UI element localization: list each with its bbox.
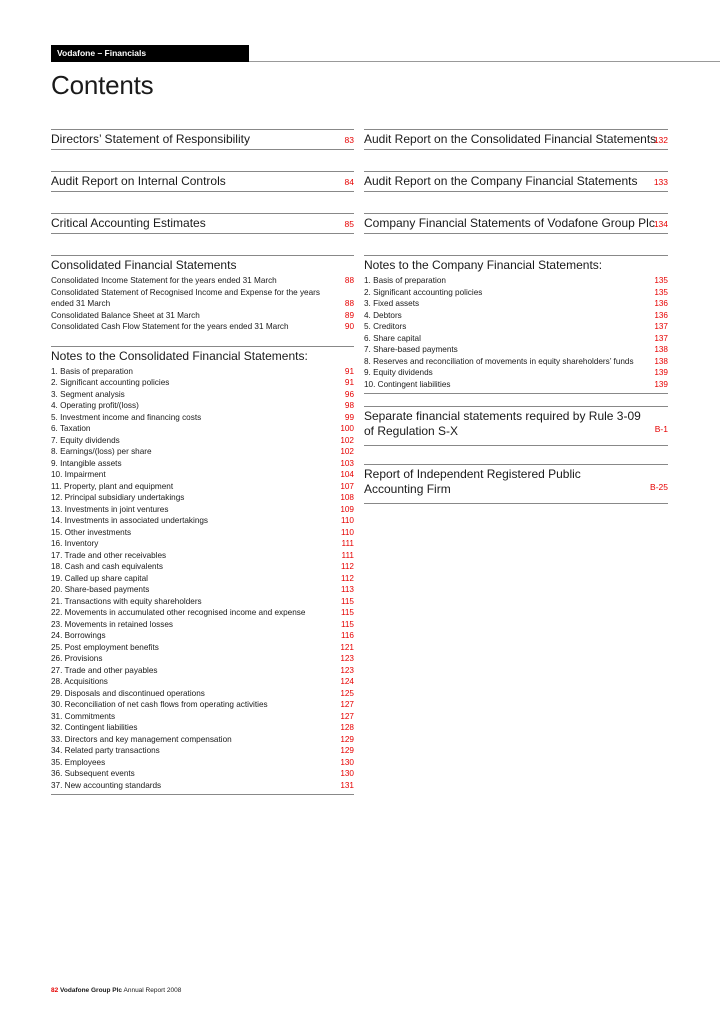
toc-row-page: 121 [340,642,354,652]
toc-row[interactable] [364,287,668,299]
right-column [364,129,668,504]
footer-company: Vodafone Group Plc [60,987,123,994]
toc-row-label: 27. Trade and other payables [51,665,158,675]
toc-row-page: 112 [340,573,354,583]
toc-entry-page: 83 [344,135,354,145]
toc-row-label: 15. Other investments [51,527,132,537]
toc-row-page: 89 [344,310,354,320]
toc-row[interactable] [51,423,354,435]
toc-entry-page: 134 [653,219,668,229]
toc-row[interactable] [51,366,354,378]
toc-row[interactable] [51,619,354,631]
toc-row[interactable] [51,377,354,389]
toc-row[interactable] [51,734,354,746]
toc-row[interactable] [51,481,354,493]
toc-row-label: 28. Acquisitions [51,677,108,686]
toc-row[interactable] [51,412,354,424]
toc-entry-label: Directors’ Statement of Responsibility [51,132,250,146]
toc-entry-page: B-25 [650,482,668,492]
toc-row-page: 137 [654,333,668,343]
toc-row-label: 25. Post employment benefits [51,642,159,652]
toc-row[interactable] [51,665,354,677]
toc-row[interactable] [364,356,668,368]
section-header: Vodafone – Financials [51,45,249,62]
toc-row-page: 136 [654,299,668,308]
toc-row[interactable] [51,722,354,734]
toc-row-page: 104 [340,470,354,479]
toc-row-label: 11. Property, plant and equipment [51,481,174,491]
toc-row-label: 4. Operating profit/(loss) [51,401,139,410]
toc-row-label: 4. Debtors [364,310,402,320]
toc-row[interactable] [51,469,354,481]
toc-row-page: 135 [654,287,668,297]
toc-row[interactable] [51,699,354,711]
toc-row[interactable] [51,676,354,688]
toc-row[interactable] [51,550,354,562]
toc-row-page: 110 [340,516,354,525]
toc-entry-label: Company Financial Statements of Vodafone Group Plc [364,216,655,230]
company-notes-section [364,255,668,394]
toc-row-page: 131 [340,780,354,790]
toc-row[interactable] [51,596,354,608]
toc-row[interactable] [51,400,354,412]
toc-row-label: 10. Contingent liabilities [364,379,451,389]
toc-row-page: 88 [344,299,354,308]
toc-row[interactable] [51,711,354,723]
toc-entry[interactable] [364,406,668,446]
toc-entry[interactable] [364,129,668,150]
section-title: Consolidated Financial Statements [51,258,237,272]
toc-row-page: 91 [344,366,354,376]
toc-row[interactable] [51,287,354,310]
toc-row[interactable] [51,275,354,287]
toc-row-label: 32. Contingent liabilities [51,723,138,732]
toc-row[interactable] [51,607,354,619]
toc-row-label: 20. Share-based payments [51,585,150,594]
toc-row[interactable] [51,757,354,769]
toc-row-page: 138 [654,356,668,366]
toc-row-page: 125 [340,688,354,698]
toc-row-page: 130 [340,757,354,767]
toc-row-label: 29. Disposals and discontinued operations [51,688,205,698]
page-footer [51,987,181,994]
toc-row-page: 116 [340,631,354,640]
toc-row-page: 135 [654,276,668,285]
toc-row-label: 1. Basis of preparation [51,366,133,376]
toc-row-label: 1. Basis of preparation [364,276,446,285]
toc-row-page: 99 [344,412,354,422]
toc-row-label: 18. Cash and cash equivalents [51,562,163,571]
spacer [51,333,354,346]
toc-row-page: 124 [340,677,354,686]
toc-row-page: 136 [654,310,668,320]
toc-row-page: 100 [340,424,354,433]
toc-row[interactable] [51,458,354,470]
toc-row[interactable] [51,688,354,700]
divider [51,346,354,347]
toc-row-page: 108 [340,493,354,502]
toc-row-label: 8. Reserves and reconciliation of movements in equity shareholders’ funds [364,356,634,366]
toc-row-label: 5. Investment income and financing costs [51,412,202,422]
toc-row-label: 35. Employees [51,757,106,767]
toc-row-label: 2. Significant accounting policies [364,287,483,297]
toc-row-page: 107 [340,481,354,491]
toc-row[interactable] [51,527,354,539]
section-title: Notes to the Company Financial Statements: [364,258,603,272]
toc-row-label: Consolidated Balance Sheet at 31 March [51,310,200,320]
toc-row-page: 91 [344,378,354,387]
toc-row-page: 127 [340,711,354,721]
toc-entry-label: Critical Accounting Estimates [51,216,206,230]
toc-row[interactable] [51,310,354,322]
toc-entry-label [364,467,668,497]
toc-row-page: 88 [344,276,354,285]
notes-list [51,366,354,792]
page-title: Contents [51,70,154,100]
toc-row-page: 112 [340,562,354,571]
toc-row-label: 3. Fixed assets [364,299,420,308]
toc-row[interactable] [51,561,354,573]
toc-row-page: 123 [340,665,354,675]
toc-row-label: 5. Creditors [364,322,407,331]
toc-entry-label: Audit Report on the Consolidated Financial Statements [364,132,657,146]
toc-row-label: 37. New accounting standards [51,780,162,790]
toc-row-page: 111 [341,550,354,560]
toc-row-label: 10. Impairment [51,470,106,479]
toc-row[interactable] [51,745,354,757]
toc-row-page: 102 [340,447,354,456]
toc-row-page: 102 [340,435,354,445]
toc-row-label: 7. Equity dividends [51,435,120,445]
toc-entry[interactable] [364,171,668,192]
toc-row[interactable] [364,275,668,287]
left-column [51,129,354,795]
toc-entry-label [364,409,668,439]
toc-entry-text: Separate financial statements required by Rule 3-09 of Regulation S-X [364,409,641,438]
toc-row-page: 123 [340,654,354,663]
toc-entry-page: 85 [344,219,354,229]
toc-entry-page: 132 [653,135,668,145]
toc-row[interactable] [51,780,354,792]
toc-row[interactable] [364,344,668,356]
toc-row-label: 36. Subsequent events [51,769,135,778]
toc-row-page: 103 [340,458,354,468]
toc-row-page: 96 [344,389,354,399]
toc-row[interactable] [364,298,668,310]
toc-row-page: 139 [654,379,668,389]
toc-row-label: 21. Transactions with equity shareholders [51,596,202,606]
toc-entry[interactable] [51,129,354,150]
toc-row[interactable] [51,538,354,550]
toc-entry[interactable] [364,213,668,234]
toc-row-label: 9. Intangible assets [51,458,122,468]
toc-entry-label: Audit Report on Internal Controls [51,174,226,188]
toc-row-page: 109 [340,504,354,514]
toc-row-label: 22. Movements in accumulated other recognised income and expense [51,608,306,617]
toc-row-label: Consolidated Statement of Recognised Income and Expense for the years ended 31 March [51,287,320,308]
toc-row-label: 14. Investments in associated undertakings [51,516,209,525]
toc-row[interactable] [51,389,354,401]
toc-entry-text: Report of Independent Registered Public Accounting Firm [364,467,581,496]
toc-row-page: 129 [340,746,354,755]
toc-row-page: 128 [340,723,354,732]
section-title: Notes to the Consolidated Financial Statements: [51,348,308,363]
toc-row-label: 13. Investments in joint ventures [51,504,169,514]
toc-row[interactable] [364,367,668,379]
toc-row[interactable] [364,321,668,333]
toc-row-label: 24. Borrowings [51,631,106,640]
toc-entry[interactable] [51,213,354,234]
toc-row[interactable] [51,630,354,642]
toc-row-label: 2. Significant accounting policies [51,378,170,387]
toc-row-label: 6. Taxation [51,424,91,433]
toc-row[interactable] [51,492,354,504]
toc-row-label: 3. Segment analysis [51,389,125,399]
toc-row-page: 98 [344,401,354,410]
toc-row-page: 138 [654,345,668,354]
toc-row[interactable] [51,446,354,458]
toc-row-page: 127 [340,700,354,709]
toc-row-label: 17. Trade and other receivables [51,550,167,560]
toc-row[interactable] [364,333,668,345]
toc-row-label: 12. Principal subsidiary undertakings [51,493,185,502]
toc-entry-page: 84 [344,177,354,187]
toc-row-label: 6. Share capital [364,333,421,343]
toc-row[interactable] [51,653,354,665]
toc-row-page: 90 [344,322,354,331]
toc-row[interactable] [51,515,354,527]
toc-row-page: 130 [340,769,354,778]
toc-row[interactable] [51,321,354,333]
toc-row[interactable] [51,584,354,596]
toc-row-label: Consolidated Cash Flow Statement for the years ended 31 March [51,322,289,331]
toc-row-page: 115 [340,619,354,629]
toc-row-page: 115 [340,608,354,617]
toc-row-page: 115 [340,596,354,606]
footer-page-number: 82 [51,987,59,994]
toc-row[interactable] [51,768,354,780]
toc-row[interactable] [51,435,354,447]
spacer [364,446,668,464]
toc-row-label: 23. Movements in retained losses [51,619,173,629]
toc-row[interactable] [51,573,354,585]
toc-row-label: 7. Share-based payments [364,345,458,354]
toc-row-label: 9. Equity dividends [364,368,433,377]
spacer [364,394,668,406]
toc-row-page: 139 [654,368,668,377]
toc-row-label: 33. Directors and key management compensation [51,734,232,744]
toc-row[interactable] [364,310,668,322]
toc-row-label: 26. Provisions [51,654,103,663]
toc-entry-page: 133 [653,177,668,187]
toc-row-label: Consolidated Income Statement for the years ended 31 March [51,276,277,285]
toc-row-page: 110 [340,527,354,537]
toc-row-label: 16. Inventory [51,539,99,548]
toc-row[interactable] [51,504,354,516]
footer-report: Annual Report 2008 [123,987,182,994]
toc-row-label: 8. Earnings/(loss) per share [51,447,152,456]
toc-row[interactable] [364,379,668,391]
toc-entry-page: B-1 [654,424,668,434]
toc-entry[interactable] [364,464,668,504]
toc-entry[interactable] [51,171,354,192]
toc-row-page: 113 [340,585,354,594]
toc-row-page: 137 [654,322,668,331]
toc-row-label: 34. Related party transactions [51,746,160,755]
toc-row-label: 19. Called up share capital [51,573,148,583]
toc-row-page: 111 [341,539,354,548]
header-rule [249,61,720,62]
toc-row-label: 30. Reconciliation of net cash flows from operating activities [51,700,268,709]
toc-row[interactable] [51,642,354,654]
toc-row-label: 31. Commitments [51,711,116,721]
consolidated-statements-section [51,255,354,795]
toc-entry-label: Audit Report on the Company Financial Statements [364,174,638,188]
notes-list [364,275,668,390]
toc-row-page: 129 [340,734,354,744]
